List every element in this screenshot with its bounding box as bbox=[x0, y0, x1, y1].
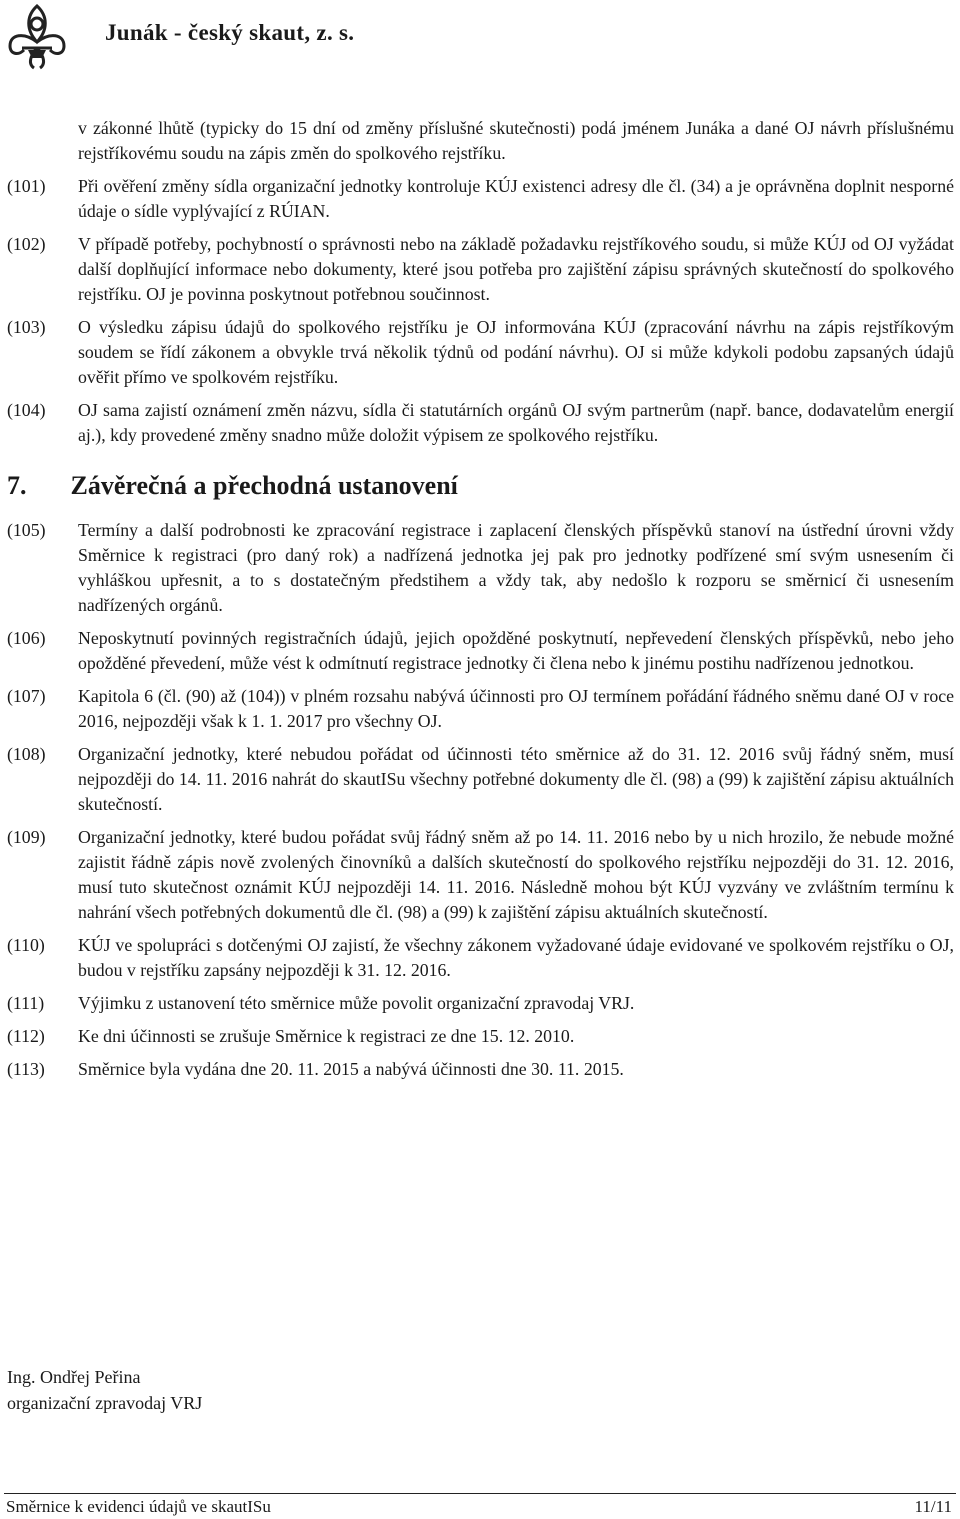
paragraph-text: Výjimku z ustanovení této směrnice může povolit organizační zpravodaj VRJ. bbox=[78, 992, 635, 1013]
paragraph-number: (108) bbox=[7, 743, 46, 764]
section-heading bbox=[7, 470, 960, 502]
paragraph-text: OJ sama zajistí oznámení změn názvu, sídla či statutárních orgánů OJ svým partnerům (např. bance, dodavatelům energií aj.), kdy provedené změny snadno může doložit výpisem ze spolkového rejstříku. bbox=[78, 399, 954, 445]
footer-page-number: 11/11 bbox=[914, 1497, 952, 1516]
paragraph bbox=[0, 232, 960, 307]
paragraph-text: Při ověření změny sídla organizační jednotky kontroluje KÚJ existenci adresy dle čl. (34) a je oprávněna doplnit nesporné údaje o sídle vyplývající z RÚIAN. bbox=[78, 175, 954, 221]
paragraph-number: (113) bbox=[7, 1058, 45, 1079]
paragraph-text: Organizační jednotky, které budou pořádat svůj řádný sněm až po 14. 11. 2016 nebo by u nich hrozilo, že nebude možné zajistit řádně zápis nově zvolených činovníků a dalších skutečností do spolkového rejstříku nejpozději do 31. 12. 2016, musí tuto skutečnost oznámit KÚJ nejpozději 14. 11. 2016. Následně mohou být KÚJ vyzvány ve zvláštním termínu k nahrání všech potřebných dokumentů dle čl. (98) a (99) k zajištění zápisu aktuálních skutečností. bbox=[78, 826, 954, 922]
paragraph-text: V případě potřeby, pochybností o správnosti nebo na základě požadavku rejstříkového soudu, si může KÚJ od OJ vyžádat další doplňující informace nebo dokumenty, které jsou potřeba pro zajištění zápisu správných skutečností do spolkového rejstříku. OJ je povinna poskytnout potřebnou součinnost. bbox=[78, 233, 954, 304]
paragraph bbox=[0, 1057, 960, 1082]
signature-block bbox=[7, 1364, 202, 1416]
paragraph bbox=[0, 1024, 960, 1049]
paragraph-text: Ke dni účinnosti se zrušuje Směrnice k registraci ze dne 15. 12. 2010. bbox=[78, 1025, 575, 1046]
paragraph-number: (106) bbox=[7, 627, 46, 648]
section-number: 7. bbox=[7, 470, 27, 500]
document-body bbox=[0, 98, 960, 1090]
paragraph-number: (111) bbox=[7, 992, 45, 1013]
paragraph-text: Kapitola 6 (čl. (90) až (104)) v plném rozsahu nabývá účinnosti pro OJ termínem pořádání řádného sněmu dané OJ v roce 2016, nejpozději však k 1. 1. 2017 pro všechny OJ. bbox=[78, 685, 954, 731]
paragraph-number: (101) bbox=[7, 175, 46, 196]
paragraph-text: Organizační jednotky, které nebudou pořádat od účinnosti této směrnice až do 31. 12. 2016 svůj řádný sněm, musí nejpozději do 14. 11. 2016 nahrát do skautISu všechny potřebné dokumenty dle čl. (98) a (99) k zajištění zápisu aktuálních skutečností. bbox=[78, 743, 954, 814]
paragraph-number: (105) bbox=[7, 519, 46, 540]
paragraph bbox=[0, 174, 960, 224]
signatory-name: Ing. Ondřej Peřina bbox=[7, 1367, 141, 1387]
paragraph-text: Neposkytnutí povinných registračních údajů, jejich opožděné poskytnutí, nepřevedení členských příspěvků, nebo jeho opožděné převedení, může vést k odmítnutí registrace jednotky či člena nebo k jinému postihu nadřízenou jednotkou. bbox=[78, 627, 954, 673]
paragraph bbox=[0, 626, 960, 676]
paragraph-text: O výsledku zápisu údajů do spolkového rejstříku je OJ informována KÚJ (zpracování návrhu na zápis rejstříkovým soudem se řídí zákonem a obvykle trvá několik týdnů od podání návrhu). OJ si může kdykoli podobu zapsaných údajů ověřit přímo ve spolkovém rejstříku. bbox=[78, 316, 954, 387]
paragraph-text: Termíny a další podrobnosti ke zpracování registrace i zaplacení členských příspěvků stanoví na ústřední úrovni vždy Směrnice k registraci (pro daný rok) a nadřízená jednotka jej pak pro jednotky podřízené smí svým usnesením či vyhláškou upřesnit, a to s dostatečným předstihem a vždy tak, aby nedošlo k rozporu se směrnicí či usnesením nadřízených orgánů. bbox=[78, 519, 954, 615]
footer-document-title: Směrnice k evidenci údajů ve skautISu bbox=[6, 1497, 271, 1516]
paragraph-continuation: v zákonné lhůtě (typicky do 15 dní od změny příslušné skutečnosti) podá jménem Junáka a dané OJ návrh příslušnému rejstříkovému soudu na zápis změn do spolkového rejstříku. bbox=[78, 117, 954, 163]
page-header bbox=[0, 0, 960, 80]
page-footer bbox=[4, 1493, 956, 1518]
organization-name: Junák - český skaut, z. s. bbox=[105, 20, 355, 45]
paragraph-number: (109) bbox=[7, 826, 46, 847]
paragraph-list-before bbox=[0, 174, 960, 448]
paragraph bbox=[0, 991, 960, 1016]
paragraph bbox=[0, 933, 960, 983]
paragraph bbox=[0, 684, 960, 734]
paragraph-text: KÚJ ve spolupráci s dotčenými OJ zajistí, že všechny zákonem vyžadované údaje evidované ve spolkovém rejstříku o OJ, budou v rejstříku zapsány nejpozději k 31. 12. 2016. bbox=[78, 934, 954, 980]
section-title: Závěrečná a přechodná ustanovení bbox=[70, 470, 458, 500]
paragraph bbox=[0, 825, 960, 925]
signatory-role: organizační zpravodaj VRJ bbox=[7, 1393, 203, 1413]
paragraph-number: (103) bbox=[7, 316, 46, 337]
scout-lily-emblem-icon bbox=[4, 2, 70, 72]
paragraph bbox=[0, 315, 960, 390]
paragraph bbox=[0, 742, 960, 817]
paragraph-number: (104) bbox=[7, 399, 46, 420]
paragraph-list-after bbox=[0, 518, 960, 1082]
paragraph bbox=[0, 398, 960, 448]
paragraph-text: Směrnice byla vydána dne 20. 11. 2015 a nabývá účinnosti dne 30. 11. 2015. bbox=[78, 1058, 624, 1079]
paragraph bbox=[0, 518, 960, 618]
paragraph-number: (107) bbox=[7, 685, 46, 706]
paragraph-number: (112) bbox=[7, 1025, 45, 1046]
paragraph-number: (102) bbox=[7, 233, 46, 254]
paragraph-number: (110) bbox=[7, 934, 45, 955]
